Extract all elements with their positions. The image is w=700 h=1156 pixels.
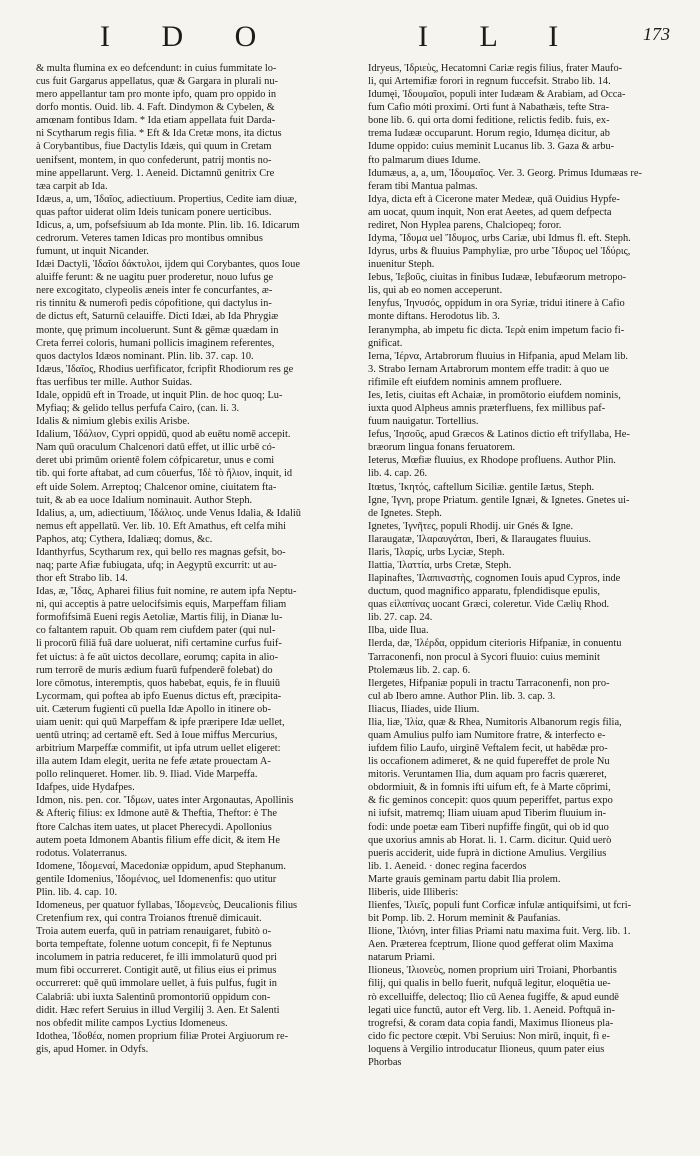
text-line: trema Iudææ occuparunt. Horum regio, Idumęa dicitur, ab bbox=[368, 128, 610, 140]
text-line: uentū utrinq; ad certamē eft. Sed à Ioue miffus Mercurius, bbox=[36, 729, 278, 741]
guide-word-left: I D O bbox=[100, 20, 279, 53]
text-line: rodotus. Volaterranus. bbox=[36, 847, 128, 859]
text-line: Iefus, Ἰησοῦς, apud Græcos & Latinos dictio eft trifyllaba, He- bbox=[368, 429, 630, 441]
text-line: Idryeus, Ἰδριεὺς, Hecatomni Cariæ regis filius, frater Maufo- bbox=[368, 63, 623, 74]
text-line: Idyrus, urbs & fluuius Pamphyliæ, pro urbe Ἴδυρος uel Ἰδύρις, bbox=[368, 246, 631, 258]
text-line: Idalis & nimium glebis exilis Arisbe. bbox=[36, 416, 190, 428]
text-line: Idafpes, uide Hydafpes. bbox=[36, 782, 135, 794]
text-line: pueris acciderit, uide fuprà in dictione Amulius. Vergilius bbox=[368, 847, 607, 859]
text-line: mum fibi occurreret. Contigit autē, ut filius eius ei primus bbox=[36, 965, 277, 977]
text-line: am uocat, quum inquit, Non erat Aeetes, ad quem defpecta bbox=[368, 206, 612, 218]
text-line: fto palmarum diues Idume. bbox=[368, 154, 481, 166]
text-line: Iliacus, Iliades, uide Ilium. bbox=[368, 703, 480, 715]
text-line: Ies, Ietis, ciuitas eft Achaiæ, in promōtorio eiufdem nominis, bbox=[368, 389, 621, 401]
text-line: Ilienfes, Ἰλιεῖς, populi funt Corficæ infulæ antiquifsimi, ut fcri- bbox=[368, 900, 632, 911]
text-line: & fic geminos concepit: quos quum peperiffet, partus expo bbox=[368, 795, 613, 807]
text-line: inuenitur Steph. bbox=[368, 259, 435, 271]
text-line: iufdem filio Laufo, uirginē Veftalem fecit, ut habēdæ pro- bbox=[368, 743, 608, 755]
text-line: Ilaraugatæ, Ἰλαραυγάται, Iberi, & Ilaraugates fluuius. bbox=[368, 533, 591, 545]
text-line: à Corybantibus, fiue Dactylis Idæis, qui quum in Cretam bbox=[36, 141, 272, 153]
text-line: quam Amulius pulfo iam Numitore fratre, & interfecto e- bbox=[368, 729, 606, 741]
text-line: rediret, Non Hyplea parens, Chalciopeq; foror. bbox=[368, 219, 562, 231]
text-line: Iebus, Ἰεβοῦς, ciuitas in finibus Iudææ, Iebufæorum metropo- bbox=[368, 272, 627, 284]
text-line: Ieranympha, ab impetu fic dicta. Ἱερὰ enim impetum facio fi- bbox=[368, 324, 625, 336]
text-line: Ienyfus, Ἰηνυσός, oppidum in ora Syriæ, tridui itinere à Cafio bbox=[368, 298, 625, 310]
text-line: Ilione, Ἰλιόνη, inter filias Priami natu maxima fuit. Verg. lib. 1. bbox=[368, 926, 631, 938]
text-line: amœnam fontibus Idam. * Ida etiam appellata fuit Darda- bbox=[36, 115, 276, 127]
text-line: Idumæus, a, a, um, Ἰδουμαῖος. Ver. 3. Georg. Primus Idumæas re- bbox=[368, 167, 642, 179]
text-line: mitoris. Veruntamen Ilia, dum aquam pro facris quæreret, bbox=[368, 769, 607, 781]
text-line: eft uide Solem. Arreptoq; Chalcenor omine, ciuitatem fta- bbox=[36, 481, 277, 493]
text-line: Idicus, a, um, pofsefsiuum ab Ida monte. Plin. lib. 16. Idicarum bbox=[36, 219, 300, 231]
text-line: filij, qui qualis in bello fuerit, nufquā legitur, eloquētia ue- bbox=[368, 978, 611, 990]
text-line: tæa carpit ab Ida. bbox=[36, 180, 108, 192]
text-line: Ieterus, Mœfiæ fluuius, ex Rhodope profluens. Author Plin. bbox=[368, 455, 616, 467]
text-line: autem poeta Idmonem Abantis filium effe dicit, & item He bbox=[36, 834, 280, 846]
text-line: Creta ferrei coloris, humani pollicis imaginem referentes, bbox=[36, 337, 275, 349]
text-line: arbitrium Marpeffæ commifit, ut ipfa utrum uellet eligeret: bbox=[36, 743, 281, 755]
text-line: iuxta quod Alpheus amnis præterfluens, fex millibus paf- bbox=[368, 403, 606, 415]
text-line: fumunt, ut inquit Nicander. bbox=[36, 246, 149, 258]
text-line: Itœtus, Ἰκητός, caftellum Siciliæ. gentile Iætus, Steph. bbox=[368, 481, 595, 493]
text-line: Idæus, Ἰδαῖος, Rhodius uerfificator, fcripfit Rhodiorum res ge bbox=[36, 363, 294, 375]
text-line: ftas uerfibus ter mille. Author Suidas. bbox=[36, 376, 193, 388]
text-line: natarum Priami. bbox=[368, 952, 435, 964]
text-line: cul ab Ibero amne. Author Plin. lib. 3. cap. 3. bbox=[368, 690, 556, 702]
text-line: de Ignetes. Steph. bbox=[368, 507, 442, 519]
text-line: monte diftans. Herodotus lib. 3. bbox=[368, 311, 500, 323]
text-line: Plin. lib. 4. cap. 10. bbox=[36, 886, 118, 898]
left-column bbox=[36, 62, 352, 1056]
text-line: rifimile eft eiufdem nominis amnem profluere. bbox=[368, 376, 562, 388]
text-line: bit Pomp. lib. 2. Horum meminit & Paufanias. bbox=[368, 913, 561, 925]
text-line: naq; parte Afiæ fubiugata, ufq; in Aegyptū excurrit: ut au- bbox=[36, 559, 277, 571]
text-line: didit. Hæc refert Seruius in illud Vergilij 3. Aen. Et Salenti bbox=[36, 1004, 280, 1016]
text-line: lis occafionem adimeret, & ne quid fupereffet de prole Nu bbox=[368, 756, 610, 768]
text-line: Ilattia, Ἰλαττία, urbs Cretæ, Steph. bbox=[368, 559, 512, 571]
text-line: Marte grauis geminam partu dabit Ilia prolem. bbox=[368, 873, 561, 885]
text-line: fet uictus: à fe aūt uictos decollare, eorumq; capita in alio- bbox=[36, 651, 279, 663]
text-line: Idæus, a, um, Ἰδαῖος, adiectiuum. Propertius, Cedite iam diuæ, bbox=[36, 193, 297, 205]
text-line: fodi: unde poetæ eam Tiberi nupfiffe fingūt, qui ob id quo bbox=[368, 821, 609, 833]
page-number: 173 bbox=[643, 24, 670, 44]
text-line: Tarraconenfi, non procul à Sycori fluuio: cuius meminit bbox=[368, 651, 600, 663]
text-line: de dictus eft, Saturnū celauiffe. Dicti Idæi, ab Ida Phrygiæ bbox=[36, 311, 279, 323]
text-line: pollo relinqueret. Homer. lib. 9. Iliad. Vide Marpeffa. bbox=[36, 769, 258, 781]
text-line: Idumęi, Ἰδουμαῖοι, populi inter Iudæam & Arabiam, ad Occa- bbox=[368, 89, 626, 101]
text-line: illa autem Idam elegit, uerita ne fefe ætate prouectam A- bbox=[36, 756, 271, 768]
text-line: lore cōmotus, interemptis, quos habebat, equis, fe in fluuiū bbox=[36, 677, 281, 689]
text-line: gentile Idomenius, Ἰδομένιος, uel Idomenenfis: quo utitur bbox=[36, 873, 277, 885]
text-line: Phorbas bbox=[368, 1056, 402, 1068]
text-line: nere excogitato, clypeolis æneis inter fe concurfantes, æ- bbox=[36, 285, 273, 297]
text-line: quas paftor uiderat olim Ideis tunicam ponere uerticibus. bbox=[36, 206, 272, 218]
text-line: cus fuit Gargarus appellatus, quæ & Gargara in plurali nu- bbox=[36, 76, 279, 88]
text-line: Idale, oppidū eft in Troade, ut inquit Plin. de hoc quoq; Lu- bbox=[36, 389, 283, 401]
text-line: lib. 4. cap. 26. bbox=[368, 468, 428, 480]
text-line: cido fic pectore cœpit. Vbi Seruius: Non mirū, inquit, fi e- bbox=[368, 1030, 610, 1042]
text-line: Paphos, atq; Cythera, Idaliæq; domus, &c. bbox=[36, 533, 213, 545]
text-line: rò excelluiffe, delectoq; Ilio cū Aenea fugiffe, & apud eundē bbox=[368, 991, 619, 1003]
text-line: lis, qui ab eo nomen acceperunt. bbox=[368, 285, 503, 297]
text-line: gis, apud Homer. in Odyfs. bbox=[36, 1043, 149, 1055]
text-line: monte, quę primum incoluerunt. Sunt & gēmæ quædam in bbox=[36, 324, 279, 336]
guide-word-right: I L I bbox=[418, 20, 581, 53]
text-line: Ilioneus, Ἰλιονεὺς, nomen proprium uiri Troiani, Phorbantis bbox=[368, 965, 617, 977]
text-line: fuum nauigatur. Tortellius. bbox=[368, 416, 479, 428]
text-line: li, qui Artemifiæ forori in regnum fuccefsit. Strabo lib. 14. bbox=[368, 76, 611, 88]
text-line: Ilaris, Ἰλαρίς, urbs Lyciæ, Steph. bbox=[368, 546, 505, 558]
text-line: & multa flumina ex eo defcendunt: in cuius fummitate lo- bbox=[36, 63, 277, 74]
text-line: occurreret: quē quū immolare uellet, à fuis pulfus, fugit in bbox=[36, 978, 277, 990]
text-line: ftore Calchas item uates, ut placet Pherecydi. Apollonius bbox=[36, 821, 272, 833]
text-line: Ptolemæus lib. 2. cap. 6. bbox=[368, 664, 471, 676]
text-line: cedrorum. Veteres tamen Idicas pro montibus omnibus bbox=[36, 233, 263, 245]
text-line: quos dactylos Idæos nominant. Plin. lib. 37. cap. 10. bbox=[36, 350, 254, 362]
text-line: Idæi Dactyli, Ἰδαῖοι δάκτυλοι, ijdem qui Corybantes, quos Ioue bbox=[36, 259, 300, 271]
text-line: li procorū filiā fuā dare uoluerat, nifi certamine curfus fuif- bbox=[36, 638, 282, 650]
text-line: quas εἰλαπίνας uocant Græci, coleretur. Vide Cælių Rhod. bbox=[368, 599, 610, 611]
text-line: Calabriã: ubi iuxta Salentinū promontoriū oppidum con- bbox=[36, 991, 271, 1003]
text-line: Idothea, Ἰδοθέα, nomen proprium filiæ Protei Argiuorum re- bbox=[36, 1030, 289, 1042]
text-line: Idalius, a, um, adiectiuum, Ἰδάλιος. unde Venus Idalia, & Idaliū bbox=[36, 507, 301, 519]
text-line: uenifsent, montem, in quo confederunt, patrij montis no- bbox=[36, 154, 272, 166]
text-line: 3. Strabo Iernam Artabrorum montem effe tradit: à quo ue bbox=[368, 363, 610, 375]
text-line: Idmon, nis. pen. cor. Ἴδμων, uates inter Argonautas, Apollinis bbox=[36, 795, 294, 807]
text-line: ni, qui acceptis à patre uelocifsimis equis, Marpeffam filiam bbox=[36, 599, 287, 611]
text-line: dorfo montis. Ouid. lib. 4. Faft. Dindymon & Cybelen, & bbox=[36, 102, 275, 114]
text-line: Ilapinaftes, Ἰλαπιναστὴς, cognomen Iouis apud Cypros, inde bbox=[368, 573, 621, 585]
text-line: incolumem in patria reduceret, fe illi immolaturū quod pri bbox=[36, 952, 277, 964]
text-line: aluiffe ferunt: & ne uagitu puer proderetur, nouo lufus ge bbox=[36, 272, 274, 284]
text-line: Idume oppido: cuius meminit Lucanus lib. 3. Gaza & arbu- bbox=[368, 141, 615, 153]
text-line: mine appellarunt. Verg. 1. Aeneid. Dictamnū genitrix Cre bbox=[36, 167, 275, 179]
text-line: Idalium, Ἰδάλιον, Cypri oppidū, quod ab euētu nomē accepit. bbox=[36, 429, 291, 441]
text-line: gnificat. bbox=[368, 337, 403, 349]
text-line: mero appellantur tam pro monte ipfo, quam pro oppido in bbox=[36, 89, 277, 101]
text-line: fum Cafio móti proximi. Orti funt à Nabathæis, tefte Stra- bbox=[368, 102, 609, 114]
text-line: Ilergetes, Hifpaniæ populi in tractu Tarraconenfi, non pro- bbox=[368, 677, 610, 689]
text-line: Iliberis, uide Illiberis: bbox=[368, 886, 459, 898]
text-line: ni iufsit, matremq; Iliam uiuam apud Tiberim fluuium in- bbox=[368, 808, 607, 820]
text-line: Ierna, Ἰέρνα, Artabrorum fluuius in Hifpania, apud Melam lib. bbox=[368, 350, 629, 362]
text-line: ris tinnitu & numerofi pedis cópofitione, qui dactylus in- bbox=[36, 298, 272, 310]
text-line: borta tempeftate, folenne uotum concepit, fi fe Neptunus bbox=[36, 939, 272, 951]
text-line: Nam quū oraculum Chalcenori datū effet, ut illic urbē có- bbox=[36, 442, 276, 454]
text-line: Ilia, liæ, Ἰλία, quæ & Rhea, Numitoris Albanorum regis filia, bbox=[368, 716, 622, 728]
text-line: trogrefsi, & coram data copia fandi, Maximus Ilioneus pla- bbox=[368, 1017, 614, 1029]
text-line: thor eft Strabo lib. 14. bbox=[36, 573, 128, 585]
text-line: & Afteriç filius: ex Idmone autē & Theftia, Theftor: è The bbox=[36, 808, 277, 820]
text-line: Myfiaq; & gelido tellus perfufa Cairo, (can. li. 3. bbox=[36, 403, 240, 415]
text-line: Idya, dicta eft à Cicerone mater Medeæ, quā Ouidius Hypfe- bbox=[368, 193, 620, 205]
text-line: Ilba, uide Ilua. bbox=[368, 625, 429, 637]
text-line: formofifsimā Eueni regis Aetoliæ, Martis filij, in Dianæ lu- bbox=[36, 612, 283, 624]
text-line: tuit, & ab ea uoce Idalium nominauit. Author Steph. bbox=[36, 494, 253, 506]
text-line: bone lib. 6. qui orta domi feditione, relictis fedib. fuis, ex- bbox=[368, 115, 610, 127]
text-line: Ignetes, Ἰγνῆτες, populi Rhodij. uir Gnés & Igne. bbox=[368, 520, 574, 532]
text-line: Idomene, Ἰδομεναί, Macedoniæ oppidum, apud Stephanum. bbox=[36, 860, 286, 872]
right-column bbox=[368, 62, 684, 1069]
text-line: que uxorius amnis ab Horat. li. 1. Carm. dicitur. Quid uerò bbox=[368, 834, 612, 846]
text-line: Lycormam, qui poftea ab ipfo Euenus dictus eft, præcipita- bbox=[36, 690, 282, 702]
text-line: Aen. Præterea fceptrum, Ilione quod gefferat olim Maxima bbox=[368, 939, 614, 951]
text-line: legati uice functū, autor eft Verg. lib. 1. Aeneid. Poftquā in- bbox=[368, 1004, 615, 1016]
text-line: deret ubi primūm orientē folem cófpicaretur, unus e comi bbox=[36, 455, 275, 467]
running-header bbox=[0, 18, 700, 58]
text-line: bræorum lingua fonans feruatorem. bbox=[368, 442, 516, 454]
text-line: Idas, æ, Ἴδας, Apharei filius fuit nomine, re autem ipfa Neptu- bbox=[36, 586, 297, 598]
text-line: tib. qui forte aftabat, ad cum côuerfus, Ἰδὲ τὸ ἥλιον, inquit, id bbox=[36, 468, 293, 480]
text-line: uiam uenit: qui quū Marpeffam & ipfe præripere Idæ uellet, bbox=[36, 716, 285, 728]
text-line: rum terrorē de muris ædium fuarū fufpenderē folebat) do bbox=[36, 664, 273, 676]
text-line: Ilerda, dæ, Ἰλέρδα, oppidum citerioris Hifpaniæ, in conuentu bbox=[368, 638, 622, 650]
text-line: Troia autem euerfa, quū in patriam renauigaret, fubitò o- bbox=[36, 926, 272, 938]
text-line: Igne, Ἰγνη, prope Priatum. gentile Ignæi, & Ignetes. Gnetes ui- bbox=[368, 494, 630, 506]
text-line: co faltantem rapuit. Ob quam rem ciufdem pater (qui nul- bbox=[36, 625, 276, 637]
text-line: feram tibi Mantua palmas. bbox=[368, 180, 478, 192]
text-line: Idyma, Ἴδυμα uel Ἴδυμος, urbs Cariæ, ubi Idmus fl. eft. Steph. bbox=[368, 233, 631, 245]
text-line: Idanthyrfus, Scytharum rex, qui bello res magnas gefsit, bo- bbox=[36, 546, 286, 558]
text-line: lib. 27. cap. 24. bbox=[368, 612, 433, 624]
text-line: nos obfedit milite campos Lyctius Idomeneus. bbox=[36, 1017, 228, 1029]
text-line: Idomeneus, per quatuor fyllabas, Ἰδομενεὺς, Deucalionis filius bbox=[36, 900, 298, 911]
text-line: nemus eft appellatū. Ver. lib. 10. Eft Amathus, eft celfa mihi bbox=[36, 520, 286, 532]
text-line: Cretenfium rex, qui contra Troianos ftrenuē dimicauit. bbox=[36, 913, 262, 925]
text-line: loquens à Vergilio introducatur Ilioneus, quum pater eius bbox=[368, 1043, 605, 1055]
text-line: ni Scytharum regis filia. * Eft & Ida Cretæ mons, ita dictus bbox=[36, 128, 282, 140]
text-line: ductum, quod magnifico apparatu, fplendidisque epulis, bbox=[368, 586, 601, 598]
text-line: uit. Cæterum fugienti cū puella Idæ Apollo in itinere ob- bbox=[36, 703, 271, 715]
text-line: lib. 1. Aeneid. · donec regina facerdos bbox=[368, 860, 527, 872]
text-line: obdormiuit, & in fomnis ifti uifum eft, fe à Marte cōprimi, bbox=[368, 782, 611, 794]
